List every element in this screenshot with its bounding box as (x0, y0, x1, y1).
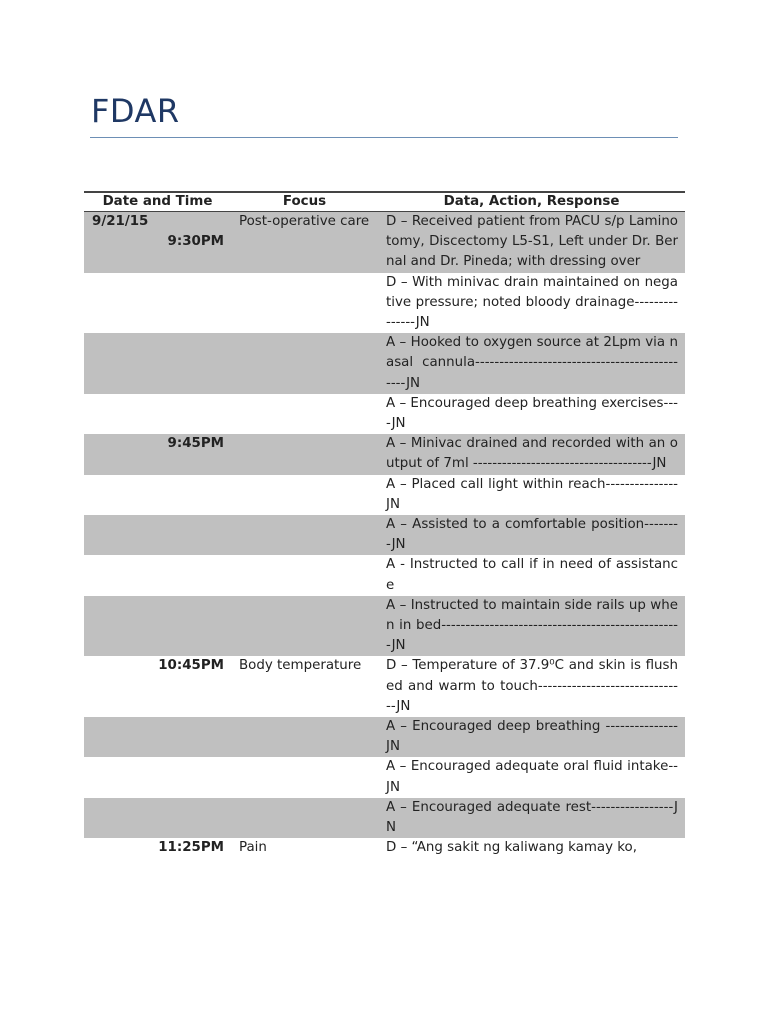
table-row (84, 394, 685, 434)
dar-cell: A – Instructed to maintain side rails up when in bed--------------------------------------------------JN (378, 596, 685, 657)
focus-cell (231, 757, 378, 797)
date-time-cell (84, 717, 231, 757)
entry-time: 11:25PM (158, 840, 224, 856)
focus-cell (231, 798, 378, 838)
focus-cell: Pain (239, 840, 267, 856)
dar-cell: A – Encouraged deep breathing exercises----JN (386, 395, 678, 432)
focus-cell (231, 596, 378, 657)
fdar-table (84, 191, 685, 859)
date-time-cell (84, 434, 231, 474)
table-row (84, 333, 685, 394)
table-row (84, 475, 685, 515)
table-row (84, 273, 685, 334)
dar-cell: A – Encouraged adequate rest-----------------JN (378, 798, 685, 838)
date-time-cell (84, 394, 231, 434)
date-time-cell (84, 838, 231, 858)
focus-cell (231, 717, 378, 757)
table-row (84, 434, 685, 474)
dar-cell: A – Encouraged deep breathing ---------------JN (378, 717, 685, 757)
dar-cell: A – Minivac drained and recorded with an output of 7ml -------------------------------------JN (378, 434, 685, 474)
title-underline (90, 137, 678, 138)
table-header-row (84, 192, 685, 212)
focus-cell (231, 434, 378, 474)
entry-time: 9:30PM (167, 234, 224, 250)
entry-date: 9/21/15 (92, 214, 149, 229)
date-time-cell (84, 596, 231, 657)
dar-cell: D – Received patient from PACU s/p Laminotomy, Discectomy L5-S1, Left under Dr. Bernal and Dr. Pineda; with dressing over (378, 212, 685, 273)
header-date-time: Date and Time (84, 192, 231, 212)
focus-cell (231, 555, 378, 595)
table-row (84, 555, 685, 595)
focus-cell (231, 273, 378, 334)
table-row (84, 757, 685, 797)
dar-cell: D – “Ang sakit ng kaliwang kamay ko, (386, 840, 637, 856)
table-row (84, 798, 685, 838)
date-time-cell (84, 757, 231, 797)
entry-time: 10:45PM (158, 658, 224, 674)
document-title: FDAR (91, 92, 180, 130)
table-body (84, 212, 685, 859)
date-time-cell (84, 273, 231, 334)
dar-cell: A – Assisted to a comfortable position--------JN (378, 515, 685, 555)
table-row (84, 717, 685, 757)
table-row (84, 515, 685, 555)
table-row (84, 596, 685, 657)
header-focus: Focus (231, 192, 378, 212)
date-time-cell (84, 475, 231, 515)
dar-cell: A – Placed call light within reach---------------JN (386, 476, 678, 512)
table-row (84, 656, 685, 717)
date-time-cell (84, 798, 231, 838)
date-time-cell (84, 333, 231, 394)
focus-cell (231, 333, 378, 394)
entry-time: 9:45PM (167, 436, 224, 452)
header-dar: Data, Action, Response (378, 192, 685, 212)
focus-cell (231, 475, 378, 515)
dar-cell: A – Encouraged adequate oral fluid intake--JN (386, 759, 678, 795)
table-row (84, 212, 685, 273)
date-time-cell (84, 555, 231, 595)
date-time-cell (84, 212, 231, 273)
focus-cell (231, 394, 378, 434)
focus-cell: Post-operative care (231, 212, 378, 273)
date-time-cell (84, 515, 231, 555)
dar-cell: D – With minivac drain maintained on negative pressure; noted bloody drainage---------------JN (386, 274, 678, 331)
dar-cell: A – Hooked to oxygen source at 2Lpm via nasal cannula----------------------------------------------JN (378, 333, 685, 394)
dar-cell: A - Instructed to call if in need of assistance (386, 557, 678, 593)
table-row (84, 838, 685, 858)
focus-cell (231, 515, 378, 555)
date-time-cell (84, 656, 231, 717)
focus-cell: Body temperature (239, 658, 362, 674)
dar-cell: D – Temperature of 37.9⁰C and skin is flushed and warm to touch-------------------------------JN (386, 658, 678, 714)
